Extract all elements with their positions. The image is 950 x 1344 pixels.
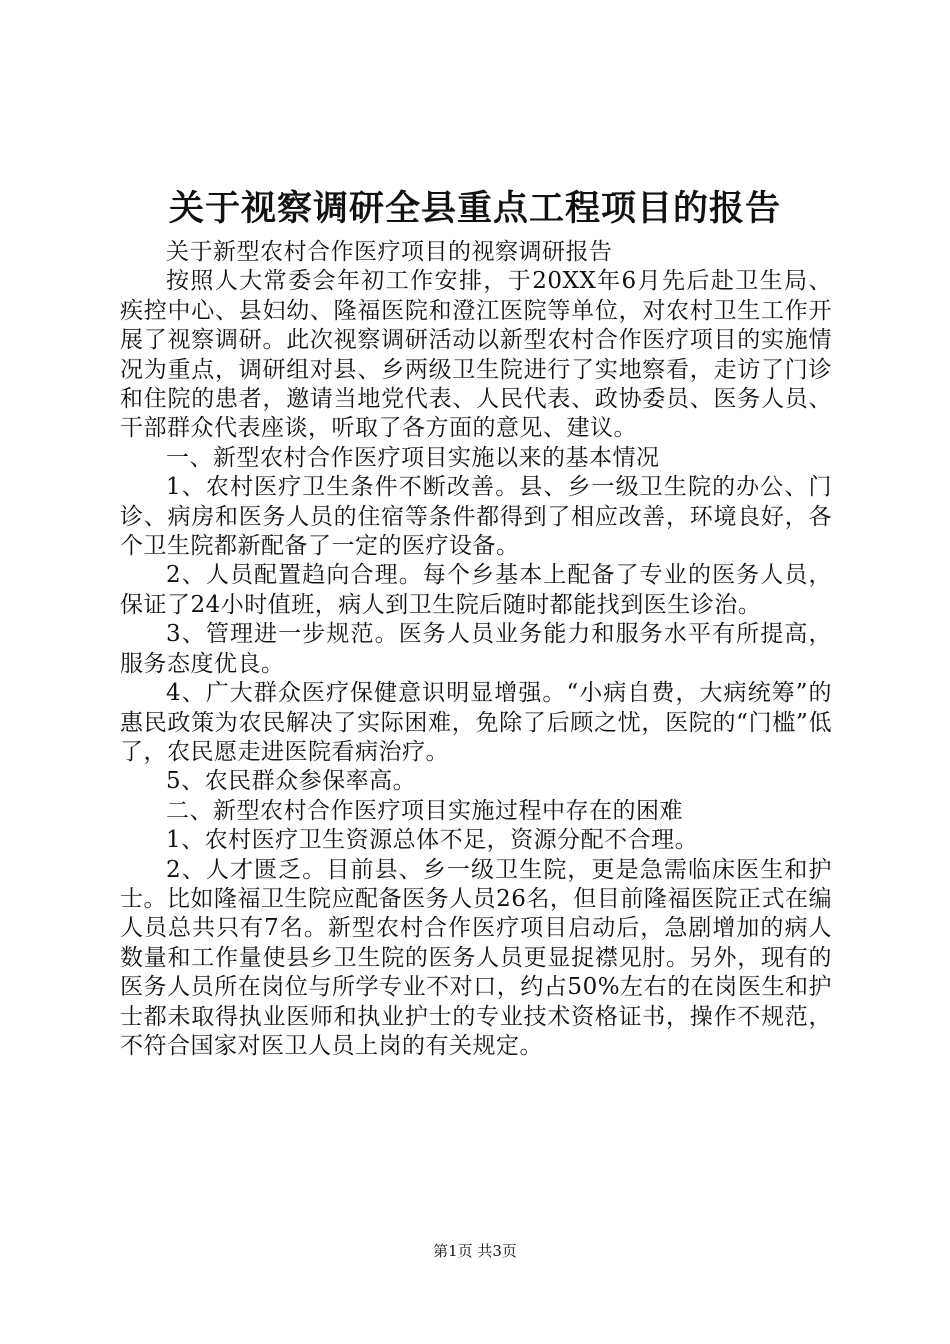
- section-heading-2: 二、新型农村合作医疗项目实施过程中存在的困难: [166, 797, 683, 824]
- paragraph-item: 1、农村医疗卫生资源总体不足，资源分配不合理。: [166, 827, 699, 854]
- document-title: 关于视察调研全县重点工程项目的报告: [168, 188, 781, 229]
- paragraph-item: 1、农村医疗卫生条件不断改善。县、乡一级卫生院的办公、门诊、病房和医务人员的住宿等条件都得到了相应改善，环境良好，各个卫生院都新配备了一定的医疗设备。: [120, 474, 832, 560]
- document-body: [120, 238, 832, 1061]
- paragraph-item: 5、农民群众参保率高。: [166, 768, 417, 795]
- paragraph-item: 4、广大群众医疗保健意识明显增强。“小病自费，大病统筹”的惠民政策为农民解决了实际困难，免除了后顾之忧，医院的“门槛”低了，农民愿走进医院看病治疗。: [120, 680, 832, 765]
- section-heading-1: 一、新型农村合作医疗项目实施以来的基本情况: [166, 444, 660, 471]
- paragraph-intro: 按照人大常委会年初工作安排，于20XX年6月先后赴卫生局、疾控中心、县妇幼、隆福医院和澄江医院等单位，对农村卫生工作开展了视察调研。此次视察调研活动以新型农村合作医疗项目的实施情况为重点，调研组对县、乡两级卫生院进行了实地察看，走访了门诊和住院的患者，邀请当地党代表、人民代表、政协委员、医务人员、干部群众代表座谈，听取了各方面的意见、建议。: [120, 268, 832, 442]
- paragraph-item: 3、管理进一步规范。医务人员业务能力和服务水平有所提高，服务态度优良。: [120, 621, 832, 677]
- paragraph-item: 2、人员配置趋向合理。每个乡基本上配备了专业的医务人员，保证了24小时值班，病人到卫生院后随时都能找到医生诊治。: [120, 562, 832, 618]
- page-footer: 第1页 共3页: [433, 1242, 517, 1260]
- paragraph-item: 2、人才匮乏。目前县、乡一级卫生院，更是急需临床医生和护士。比如隆福卫生院应配备医务人员26名，但目前隆福医院正式在编人员总共只有7名。新型农村合作医疗项目启动后，急剧增加的病人数量和工作量使县乡卫生院的医务人员更显捉襟见肘。另外，现有的医务人员所在岗位与所学专业不对口，约占50%左右的在岗医生和护士都未取得执业医师和执业护士的专业技术资格证书，操作不规范，不符合国家对医卫人员上岗的有关规定。: [120, 856, 832, 1059]
- paragraph-subtitle: 关于新型农村合作医疗项目的视察调研报告: [166, 239, 613, 265]
